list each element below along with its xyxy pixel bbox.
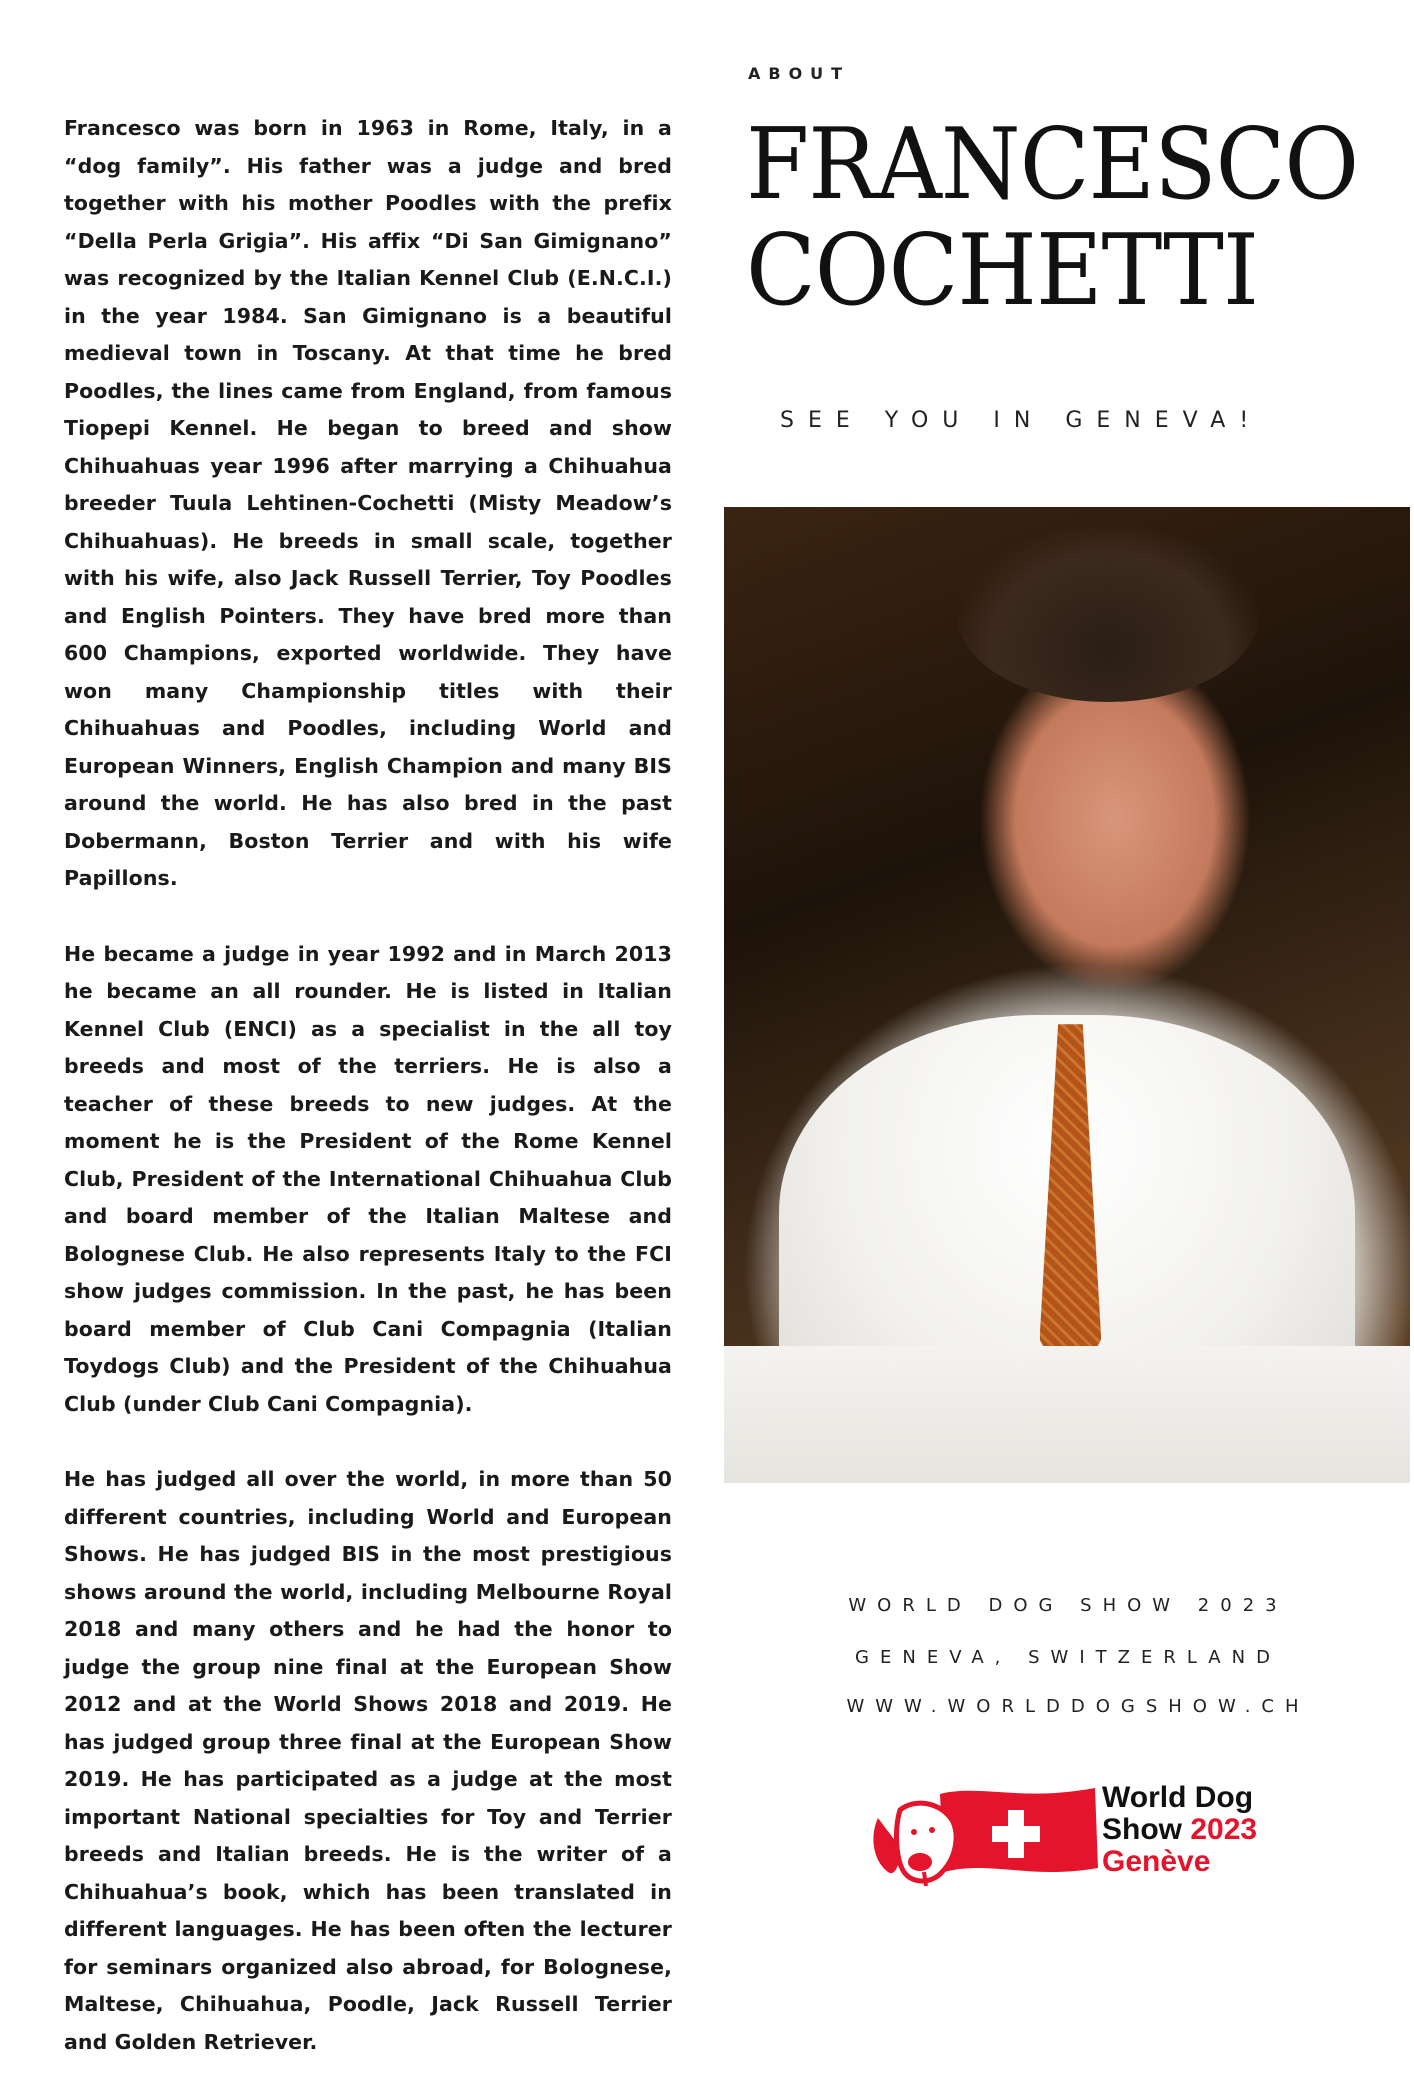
event-location: GENEVA, SWITZERLAND <box>855 1647 1281 1668</box>
logo-wordmark <box>1102 1782 1257 1878</box>
logo-line1: World Dog <box>1102 1781 1254 1814</box>
name-last: COCHETTI <box>746 214 1259 328</box>
judge-name <box>746 108 1359 328</box>
name-first: FRANCESCO <box>746 108 1359 222</box>
logo-city: Genève <box>1102 1845 1211 1878</box>
logo-show: Show <box>1102 1813 1182 1846</box>
world-dog-show-logo <box>860 1780 1280 1890</box>
logo-year: 2023 <box>1190 1813 1258 1846</box>
event-info <box>838 1580 1298 1684</box>
bio-paragraph-2: He became a judge in year 1992 and in March 2013 he became an all rounder. He is listed in Italian Kennel Club (ENCI) as a specialist in the all toy breeds and most of the terriers. He is also a teacher of these breeds to new judges. At the moment he is the President of the Rome Kennel Club, President of the International Chihuahua Club and board member of the Italian Maltese and Bolognese Club. He also represents Italy to the FCI show judges commission. In the past, he has been board member of Club Cani Compagnia (Italian Toydogs Club) and the President of the Chihuahua Club (under Club Cani Compagnia). <box>64 941 672 1416</box>
about-label: ABOUT <box>748 64 851 83</box>
tagline: SEE YOU IN GENEVA! <box>780 408 1263 433</box>
bio-paragraph-1: Francesco was born in 1963 in Rome, Italy, in a “dog family”. His father was a judge and bred together with his mother Poodles with the prefix “Della Perla Grigia”. His affix “Di San Gimignano” was recognized by the Italian Kennel Club (E.N.C.I.) in the year 1984. San Gimignano is a beautiful medieval town in Toscany. At that time he bred Poodles, the lines came from England, from famous Tiopepi Kennel. He began to breed and show Chihuahuas year 1996 after marrying a Chihuahua breeder Tuula Lehtinen-Cochetti (Misty Meadow’s Chihuahuas). He breeds in small scale, together with his wife, also Jack Russell Terrier, Toy Poodles and English Pointers. They have bred more than 600 Champions, exported worldwide. They have won many Championship titles with their Chihuahuas and Poodles, including World and European Winners, English Champion and many BIS around the world. He has also bred in the past Dobermann, Boston Terrier and with his wife Papillons. <box>64 116 672 890</box>
website-link[interactable]: WWW.WORLDDOGSHOW.CH <box>846 1696 1310 1717</box>
photo-table <box>724 1346 1410 1483</box>
event-name: WORLD DOG SHOW 2023 <box>848 1595 1288 1616</box>
biography-text <box>64 110 672 2099</box>
logo-line2 <box>1102 1814 1257 1846</box>
bio-paragraph-3: He has judged all over the world, in more than 50 different countries, including World and European Shows. He has judged BIS in the most prestigious shows around the world, including Melbourne Royal 2018 and many others and he had the honor to judge the group nine final at the European Show 2012 and at the World Shows 2018 and 2019. He has judged group three final at the European Show 2019. He has participated as a judge at the most important National specialties for Toy and Terrier breeds and Italian breeds. He is the writer of a Chihuahua’s book, which has been translated in different languages. He has been often the lecturer for seminars organized also abroad, for Bolognese, Maltese, Chihuahua, Poodle, Jack Russell Terrier and Golden Retriever. <box>64 1467 672 2054</box>
photo-hair <box>957 527 1259 703</box>
portrait-photo <box>724 507 1410 1483</box>
dog-flag-icon <box>860 1780 1100 1890</box>
